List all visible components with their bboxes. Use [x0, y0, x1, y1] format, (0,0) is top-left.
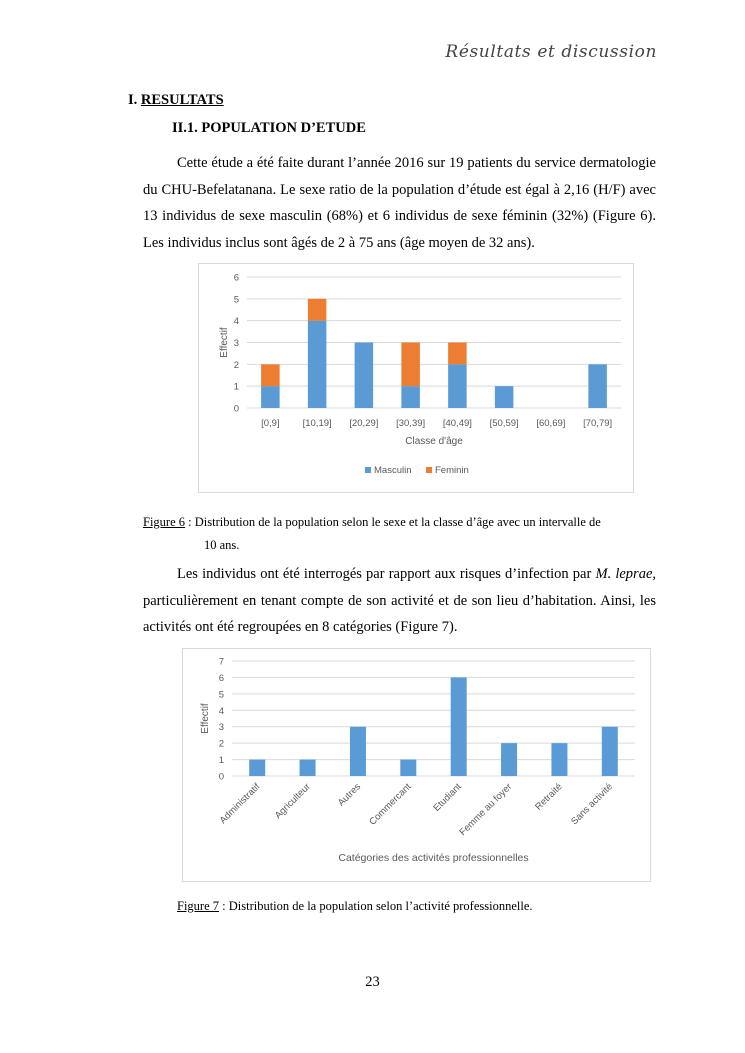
paragraph-text: Cette étude a été faite durant l’année 2016 sur 19 patients du service dermatologie du CHU-Befelatanana. Le sexe ratio de la population d’étude est égal à 2,16 (H/F) avec 13 individus de sexe masculin (68%) et 6 individus de sexe féminin (32%) (Figure 6). Les individus inclus sont âgés de 2 à 75 ans (âge moyen de 32 ans).	[143, 155, 656, 251]
x-axis-label: Catégories des activités professionnelles	[338, 852, 529, 864]
caption-label: Figure 7	[177, 899, 220, 913]
bar-activity	[350, 727, 366, 776]
x-tick-label: [0,9]	[261, 418, 280, 429]
legend-swatch-masculin	[365, 467, 371, 473]
y-tick-label: 4	[233, 316, 239, 328]
y-axis-label: Effectif	[200, 703, 211, 734]
x-tick-label: [50,59]	[489, 418, 519, 429]
x-tick-label: Femme au foyer	[457, 781, 515, 839]
subsection-heading: II.1. POPULATION D’ETUDE	[172, 120, 366, 136]
x-tick-label: Agriculteur	[272, 781, 313, 822]
legend-label-masculin: Masculin	[374, 465, 412, 476]
x-tick-label: [30,39]	[396, 418, 426, 429]
running-header: Résultats et discussion	[445, 42, 657, 62]
y-tick-label: 1	[218, 755, 224, 767]
x-tick-label: Retraité	[533, 781, 565, 813]
y-tick-label: 0	[218, 771, 224, 783]
legend-swatch-feminin	[426, 467, 432, 473]
y-tick-label: 2	[218, 738, 224, 750]
x-tick-label: Sans activité	[569, 781, 615, 828]
bar-activity	[249, 760, 265, 776]
bar-feminin	[261, 364, 280, 386]
paragraph-text-end: particulièrement en tenant compte de son activité et de son lieu d’habitation. Ainsi, les activités ont été regroupées en 8 catégories (Figure 7).	[143, 592, 656, 635]
section-number: I.	[128, 92, 138, 108]
y-tick-label: 4	[218, 705, 224, 717]
y-tick-label: 6	[233, 272, 239, 284]
caption-text-continued: 10 ans.	[204, 538, 240, 552]
activity-bar-chart	[183, 649, 650, 881]
page-number: 23	[365, 974, 380, 990]
x-tick-label: [60,69]	[536, 418, 566, 429]
y-tick-label: 1	[233, 381, 239, 393]
figure-6-caption	[143, 511, 658, 557]
y-tick-label: 6	[218, 672, 224, 684]
paragraph-text-start: Les individus ont été interrogés par rapport aux risques d’infection par	[177, 566, 596, 582]
legend-label-feminin: Feminin	[435, 465, 469, 476]
section-title: RESULTATS	[140, 92, 224, 108]
figure-7-caption	[177, 899, 533, 914]
x-tick-label: [70,79]	[583, 418, 613, 429]
bar-masculin	[308, 321, 327, 408]
y-tick-label: 3	[233, 338, 239, 349]
y-tick-label: 0	[233, 403, 239, 415]
y-tick-label: 5	[218, 689, 224, 701]
y-tick-label: 7	[218, 656, 224, 668]
bar-masculin	[495, 386, 514, 408]
bar-activity	[400, 760, 416, 776]
x-tick-label: [10,19]	[302, 418, 332, 429]
age-sex-bar-chart	[199, 264, 633, 492]
x-tick-label: Autres	[335, 781, 364, 809]
bar-activity	[551, 743, 567, 776]
bar-activity	[501, 743, 517, 776]
y-axis-label: Effectif	[219, 327, 230, 358]
bar-feminin	[401, 343, 420, 387]
paragraph-activities	[143, 561, 656, 641]
y-tick-label: 5	[233, 294, 239, 306]
x-tick-label: Commercant	[367, 781, 414, 828]
figure-6-chart	[198, 263, 634, 493]
caption-text: : Distribution de la population selon l’activité professionnelle.	[219, 899, 533, 913]
y-tick-label: 2	[233, 359, 239, 371]
bar-masculin	[355, 343, 374, 409]
bar-activity	[602, 727, 618, 776]
x-axis-label: Classe d'âge	[405, 436, 463, 447]
section-heading	[128, 92, 224, 109]
species-name: M. leprae,	[595, 566, 657, 582]
caption-text: : Distribution de la population selon le sexe et la classe d’âge avec un intervalle de	[185, 515, 601, 529]
y-tick-label: 3	[218, 722, 224, 734]
bar-feminin	[308, 299, 327, 321]
bar-masculin	[401, 386, 420, 408]
x-tick-label: Etudiant	[431, 781, 464, 814]
paragraph-text	[143, 561, 656, 641]
x-tick-label: [20,29]	[349, 418, 379, 429]
bar-masculin	[448, 364, 467, 408]
caption-label: Figure 6	[143, 515, 186, 529]
bar-activity	[451, 677, 467, 776]
bar-masculin	[588, 364, 607, 408]
figure-7-chart	[182, 648, 651, 882]
x-tick-label: [40,49]	[442, 418, 472, 429]
bar-feminin	[448, 343, 467, 365]
x-tick-label: Administratif	[217, 781, 263, 827]
bar-masculin	[261, 386, 280, 408]
bar-activity	[300, 760, 316, 776]
paragraph-population	[143, 150, 656, 256]
